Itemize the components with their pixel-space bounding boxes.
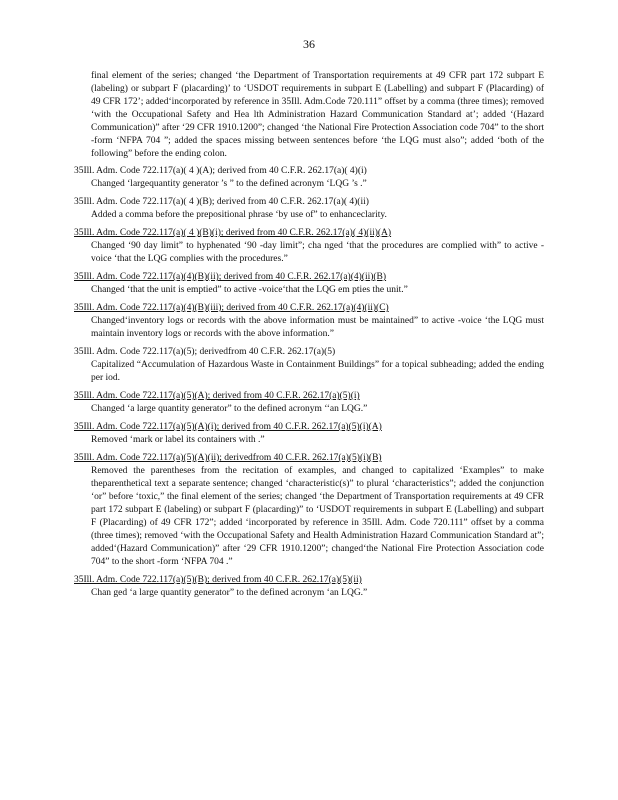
entry-heading: 35Ill. Adm. Code 722.117(a)(5)(A)(ii); derivedfrom 40 C.F.R. 262.17(a)(5)(i)(B) xyxy=(74,453,382,463)
entry-heading: 35Ill. Adm. Code 722.117(a)(5); derivedfrom 40 C.F.R. 262.17(a)(5) xyxy=(74,347,336,357)
entry-9 xyxy=(74,452,544,569)
entry-heading: 35Ill. Adm. Code 722.117(a)( 4 )(B)(i); derived from 40 C.F.R. 262.17(a)( 4)(ii)(A) xyxy=(74,228,392,238)
entry-4 xyxy=(74,271,544,297)
entry-body: Changed ‘90 day limit” to hyphenated ‘90 -day limit”; cha nged ‘that the procedures are complied with” to active -voice ‘that the LQG complies with the procedures.” xyxy=(91,241,544,264)
page-body xyxy=(74,70,544,605)
entry-6 xyxy=(74,346,544,385)
entry-body: Removed ‘mark or label its containers with .” xyxy=(91,435,265,445)
entry-1 xyxy=(74,165,544,191)
entry-body: Capitalized “Accumulation of Hazardous Waste in Containment Buildings” for a topical subheading; added the ending per iod. xyxy=(91,360,544,383)
continued-paragraph: final element of the series; changed ‘the Department of Transportation requirements at 49 CFR part 172 subpart E (labeling) or subpart F (placarding)’ to ‘USDOT requirements in subpart E (Labelling) and subpart F (Placarding) of 49 CFR 172’; added‘incorporated by reference in 35Ill. Adm.Code 720.111” offset by a comma (three times); removed ‘with the Occupational Safety and Hea lth Administration Hazard Communication Standard at’; added ‘(Hazard Communication)” after ‘29 CFR 1910.1200”; changed ‘the National Fire Protection Association code 704” to the short -form ‘NFPA 704 ”; added the spaces missing between sentences before ‘the LQG must also”; added ‘both of the following” before the ending colon. xyxy=(91,71,544,159)
entry-body: Changed ‘that the unit is emptied” to active -voice‘that the LQG em pties the unit.” xyxy=(91,285,408,295)
entry-heading: 35Ill. Adm. Code 722.117(a)(4)(B)(iii); derived from 40 C.F.R. 262.17(a)(4)(ii)(C) xyxy=(74,303,389,313)
entry-heading: 35Ill. Adm. Code 722.117(a)( 4 )(A); derived from 40 C.F.R. 262.17(a)( 4)(i) xyxy=(74,166,367,176)
entry-7 xyxy=(74,390,544,416)
entry-heading: 35Ill. Adm. Code 722.117(a)(5)(B); derived from 40 C.F.R. 262.17(a)(5)(ii) xyxy=(74,575,362,585)
entry-3 xyxy=(74,227,544,266)
entry-heading: 35Ill. Adm. Code 722.117(a)(5)(A); derived from 40 C.F.R. 262.17(a)(5)(i) xyxy=(74,391,360,401)
entry-body: Chan ged ‘a large quantity generator” to the defined acronym ‘an LQG.” xyxy=(91,588,368,598)
entry-heading: 35Ill. Adm. Code 722.117(a)(5)(A)(i); derived from 40 C.F.R. 262.17(a)(5)(i)(A) xyxy=(74,422,382,432)
entry-body: Added a comma before the prepositional phrase ‘by use of” to enhanceclarity. xyxy=(91,210,387,220)
entry-8 xyxy=(74,421,544,447)
entry-heading: 35Ill. Adm. Code 722.117(a)(4)(B)(ii); derived from 40 C.F.R. 262.17(a)(4)(ii)(B) xyxy=(74,272,387,282)
entry-5 xyxy=(74,302,544,341)
entry-body: Changed ‘largequantity generator ’s ” to the defined acronym ‘LQG ’s .” xyxy=(91,179,367,189)
entry-10 xyxy=(74,574,544,600)
entry-body: Changed ‘a large quantity generator” to the defined acronym ‘‘an LQG.” xyxy=(91,404,368,414)
entry-heading: 35Ill. Adm. Code 722.117(a)( 4 )(B); derived from 40 C.F.R. 262.17(a)( 4)(ii) xyxy=(74,197,369,207)
entry-body: Removed the parentheses from the recitation of examples, and changed to capitalized ‘Examples” to make theparenthetical text a separate sentence; changed ‘characteristic(s)” to plural ‘characteristics”; added the conjunction ‘or” before ‘toxic,” the final element of the series; changed ‘the Department of Transportation requirements at 49 CFR part 172 subpart E (labeling) or subpart F (placarding)” to ‘USDOT requirements in subpart E (Labelling) and subpart F (Placarding) of 49 CFR 172”; added ‘incorporated by reference in 35Ill. Adm. Code 720.111” offset by a comma (three times); removed ‘with the Occupational Safety and Health Administration Hazard Communication Standard at”; added‘(Hazard Communication)” after ‘29 CFR 1910.1200”; changed‘the National Fire Protection Association code 704” to the short -form ‘NFPA 704 .” xyxy=(91,466,544,567)
page-number: 36 xyxy=(303,37,315,51)
entry-body: Changed‘inventory logs or records with the above information must be maintained” to active -voice ‘the LQG must maintain inventory logs or records with the above information.” xyxy=(91,316,544,339)
entry-2 xyxy=(74,196,544,222)
